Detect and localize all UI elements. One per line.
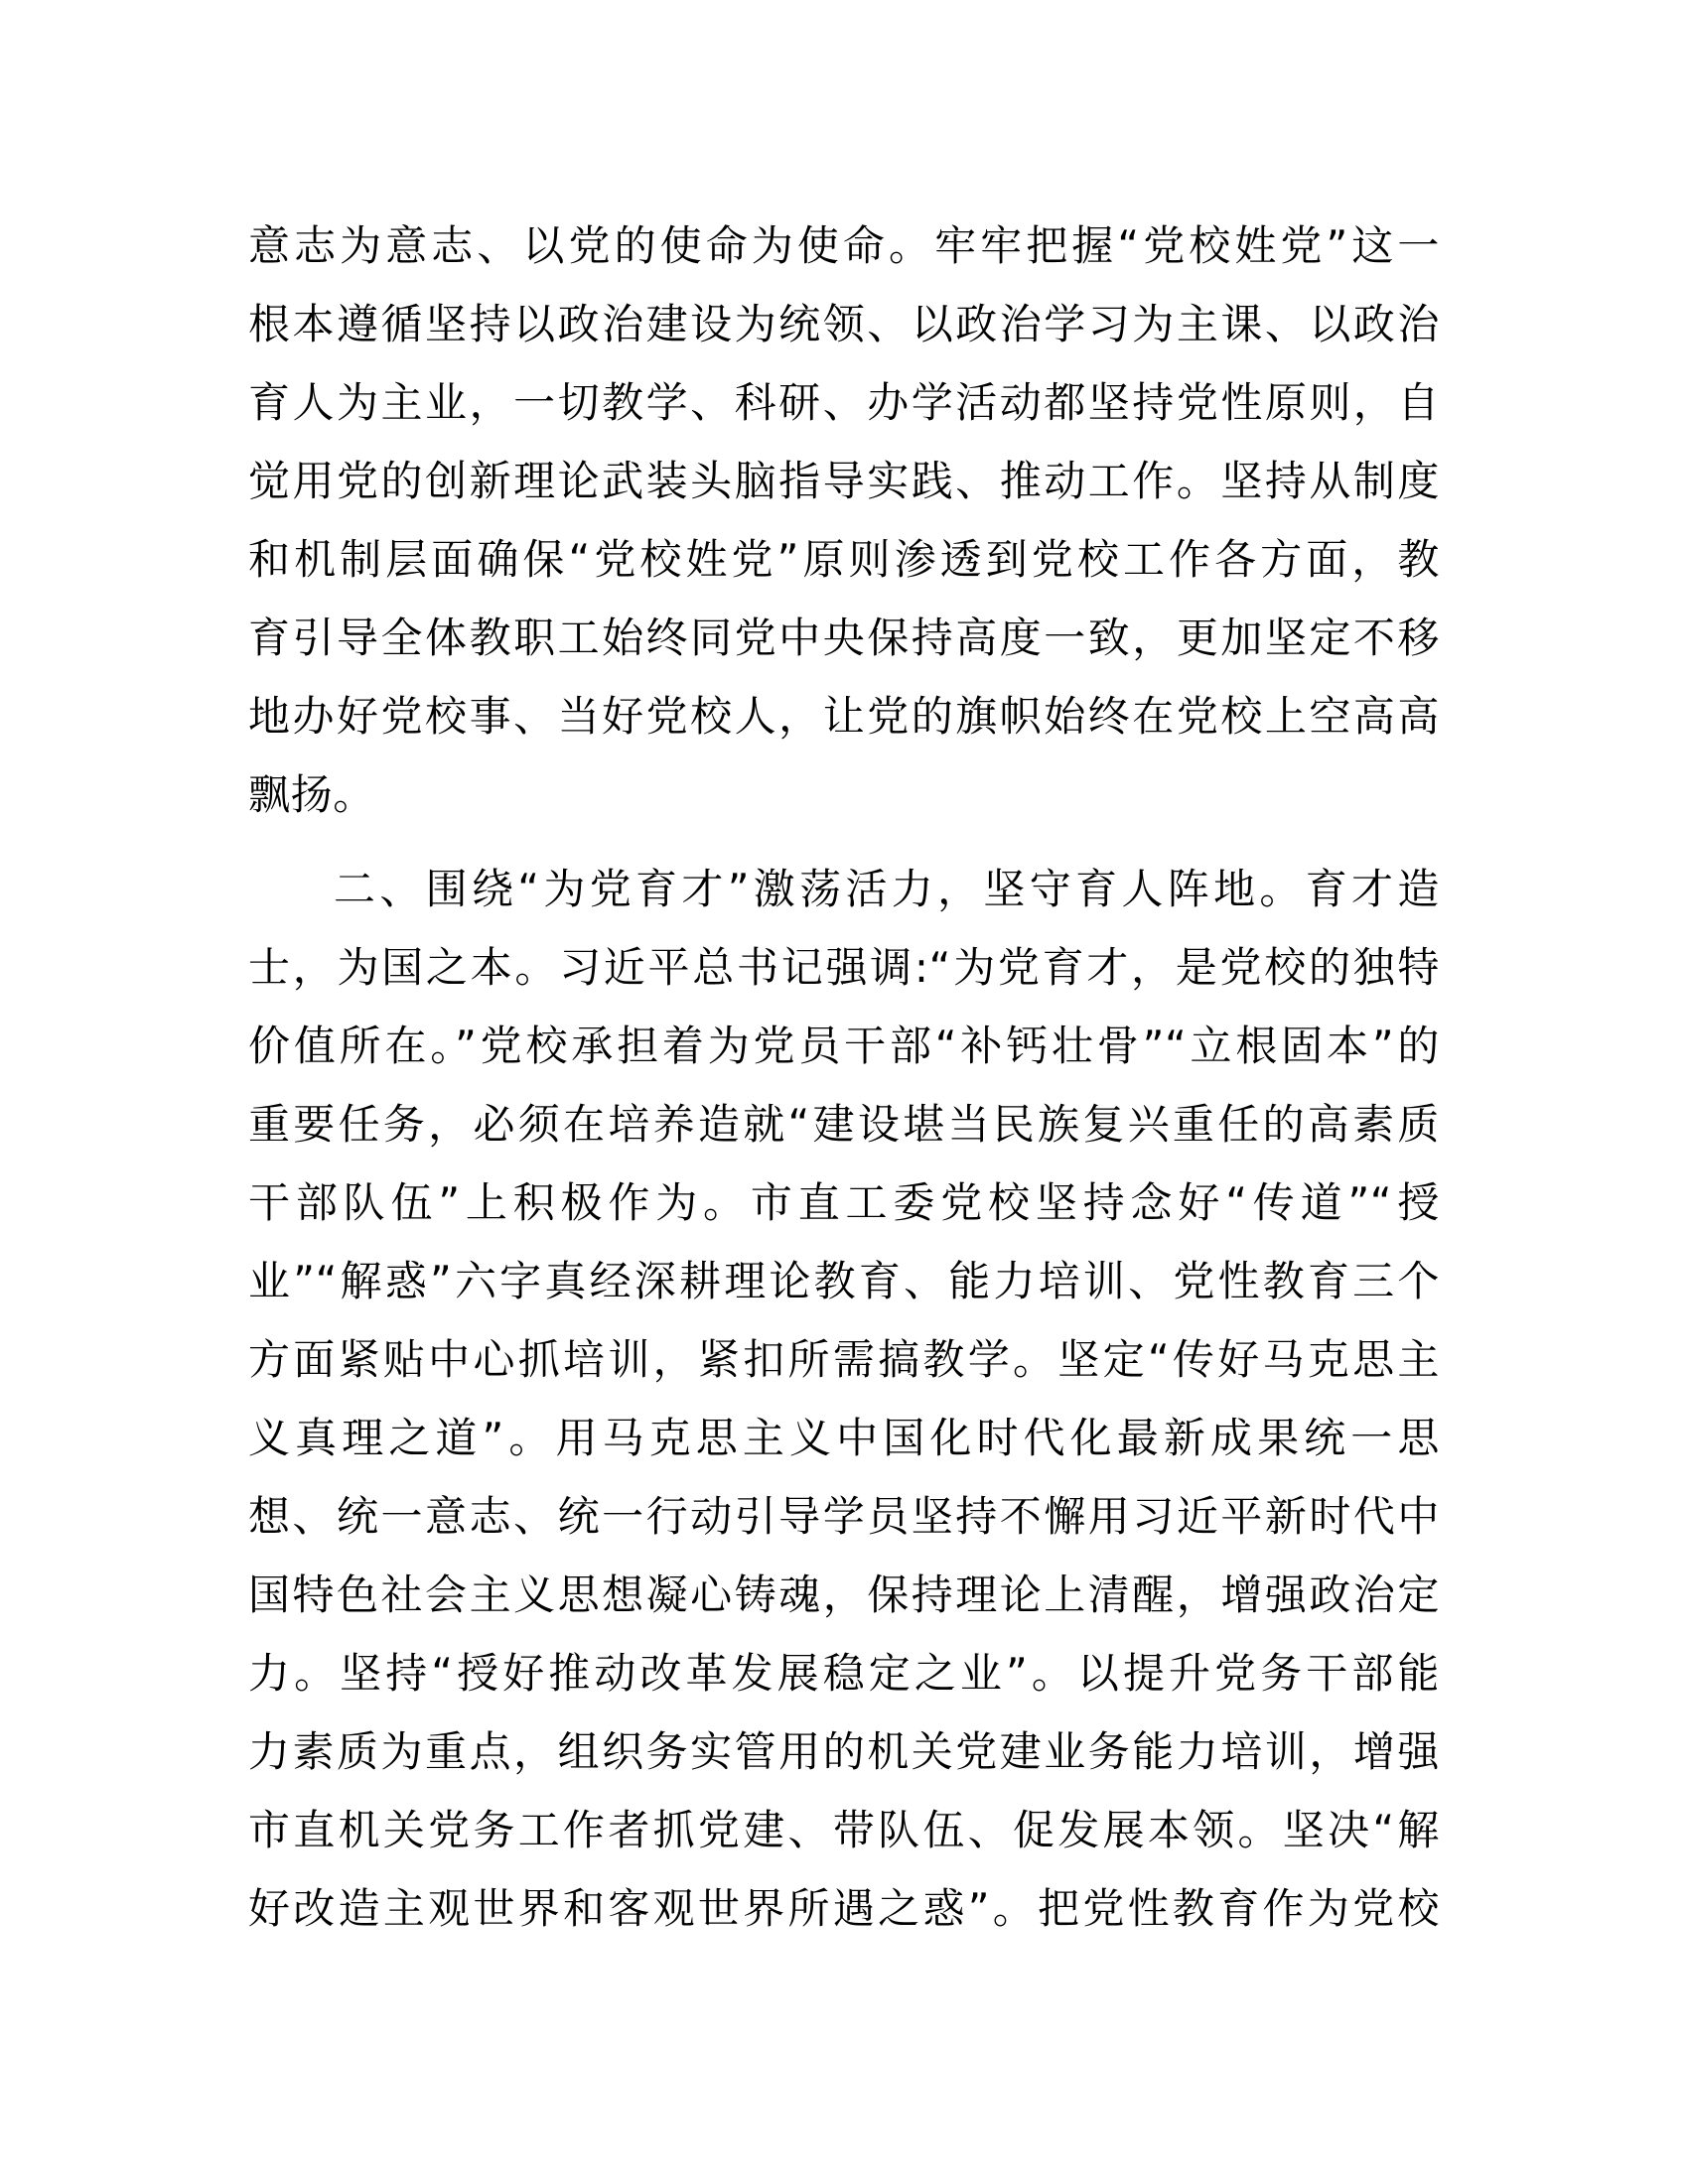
text-line: 业”“解惑”六字真经深耕理论教育、能力培训、党性教育三个 [248,1257,1440,1305]
text-line: 好改造主观世界和客观世界所遇之惑”。把党性教育作为党校 [248,1884,1440,1933]
text-line: 力。坚持“授好推动改革发展稳定之业”。以提升党务干部能 [248,1649,1440,1698]
section-heading-line: 二、围绕“为党育才”激荡活力，坚守育人阵地。育才造 [334,865,1440,913]
text-line: 市直机关党务工作者抓党建、带队伍、促发展本领。坚决“解 [248,1806,1440,1854]
text-line: 意志为意志、以党的使命为使命。牢牢把握“党校姓党”这一 [248,221,1440,270]
text-line: 价值所在。”党校承担着为党员干部“补钙壮骨”“立根固本”的 [248,1022,1440,1070]
text-line: 力素质为重点，组织务实管用的机关党建业务能力培训，增强 [248,1727,1440,1776]
text-line: 重要任务，必须在培养造就“建设堪当民族复兴重任的高素质 [248,1100,1440,1149]
text-line: 方面紧贴中心抓培训，紧扣所需搞教学。坚定“传好马克思主 [248,1335,1440,1384]
text-line: 根本遵循坚持以政治建设为统领、以政治学习为主课、以政治 [248,300,1440,348]
document-body [248,206,1440,1948]
text-line: 育人为主业，一切教学、科研、办学活动都坚持党性原则，自 [248,378,1440,427]
text-line: 士，为国之本。习近平总书记强调:“为党育才，是党校的独特 [248,943,1440,992]
text-line: 干部队伍”上积极作为。市直工委党校坚持念好“传道”“授 [248,1178,1440,1227]
text-line: 地办好党校事、当好党校人，让党的旗帜始终在党校上空高高 [248,692,1440,741]
text-line: 飘扬。 [248,770,375,819]
paragraph-2 [248,850,1440,1948]
text-line: 国特色社会主义思想凝心铸魂，保持理论上清醒，增强政治定 [248,1570,1440,1619]
text-line: 和机制层面确保“党校姓党”原则渗透到党校工作各方面，教 [248,535,1440,584]
paragraph-1 [248,206,1440,834]
text-line: 想、统一意志、统一行动引导学员坚持不懈用习近平新时代中 [248,1492,1440,1541]
text-line: 觉用党的创新理论武装头脑指导实践、推动工作。坚持从制度 [248,457,1440,505]
text-line: 义真理之道”。用马克思主义中国化时代化最新成果统一思 [248,1414,1440,1462]
text-line: 育引导全体教职工始终同党中央保持高度一致，更加坚定不移 [248,614,1440,662]
